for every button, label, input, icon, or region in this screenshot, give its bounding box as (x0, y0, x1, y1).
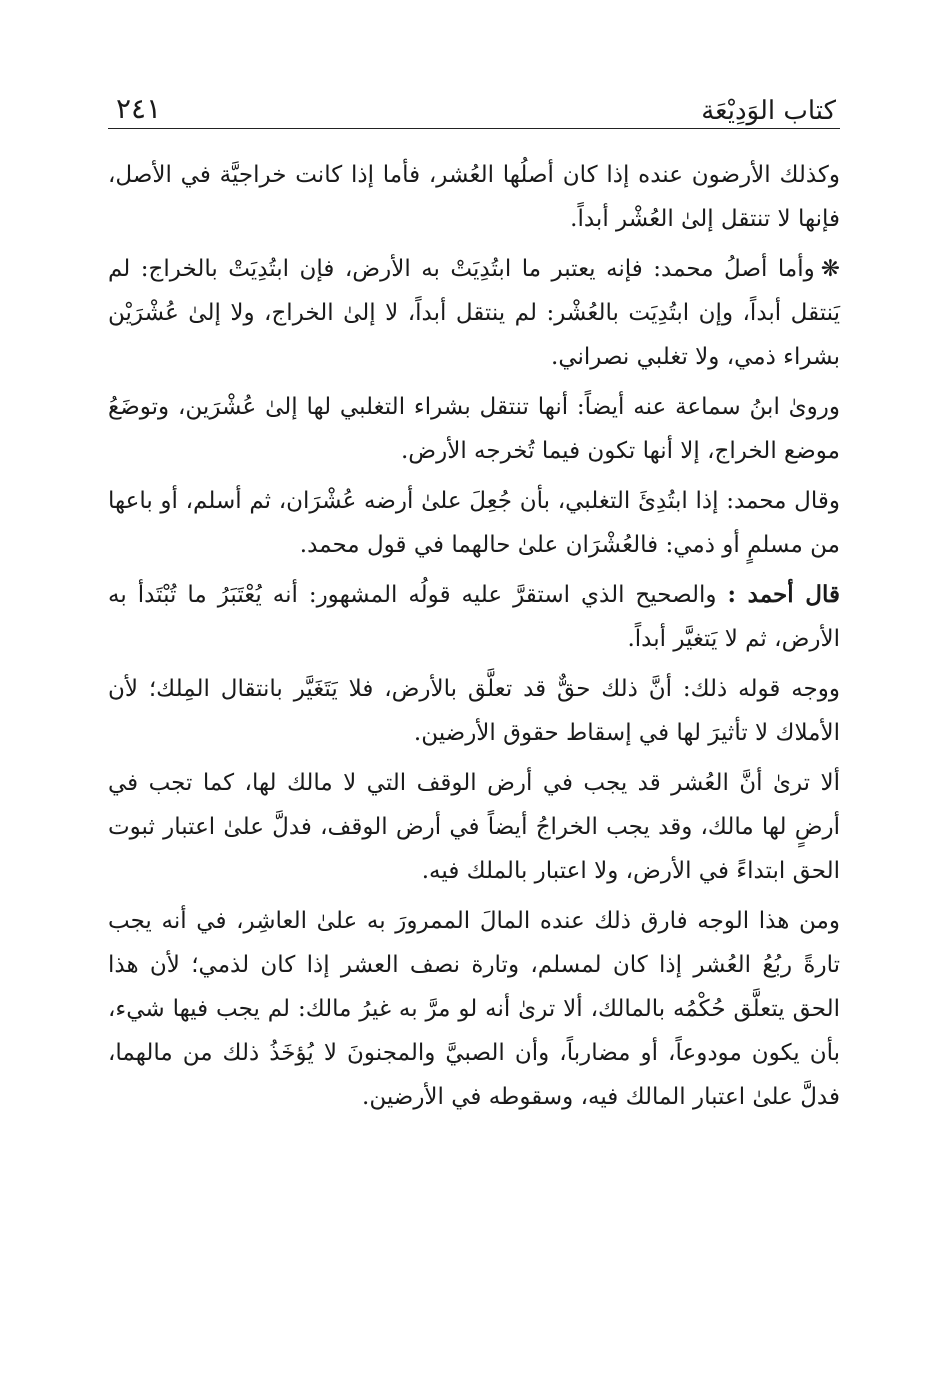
text-body (108, 153, 840, 1119)
paragraph-5-text: والصحيح الذي استقرَّ عليه قولُه المشهور: أنه يُعْتَبَرُ ما تُبْتَدأ به الأرض، ثم لا يَتغيَّر أبداً. (108, 582, 840, 652)
paragraph-1: وكذلك الأرضون عنده إذا كان أصلُها العُشر، فأما إذا كانت خراجيَّة في الأصل، فإنها لا تنتقل إلىٰ العُشْر أبداً. (108, 162, 840, 232)
paragraph-8: ومن هذا الوجه فارق ذلك عنده المالَ الممرورَ به علىٰ العاشِر، في أنه يجب تارةً ربُعُ العُشر إذا كان لمسلم، وتارة نصف العشر إذا كان لذمي؛ لأن هذا الحق يتعلَّق حُكْمُه بالمالك، ألا ترىٰ أنه لو مرَّ به غيرُ مالك: لم يجب فيها شيء، بأن يكون مودوعاً، أو مضارباً، وأن الصبيَّ والمجنونَ لا يُؤخَذُ ذلك من مالهما، فدلَّ علىٰ اعتبار المالك فيه، وسقوطه في الأرضين. (108, 908, 840, 1110)
speaker-label: قال أحمد : (727, 581, 841, 608)
paragraph-4: وقال محمد: إذا ابتُدِئَ التغلبي، بأن جُعِلَ علىٰ أرضه عُشْرَان، ثم أسلم، أو باعها من مسلمٍ أو ذمي: فالعُشْرَان علىٰ حالهما في قول محمد. (108, 488, 840, 558)
paragraph-3: ورویٰ ابنُ سماعة عنه أيضاً: أنها تنتقل بشراء التغلبي لها إلىٰ عُشْرَين، وتوضَعُ موضع الخراج، إلا أنها تكون فيما تُخرجه الأرض. (108, 394, 840, 464)
paragraph-5 (108, 573, 840, 661)
paragraph-2-text: وأما أصلُ محمد: فإنه يعتبر ما ابتُدِيَتْ به الأرض، فإن ابتُدِيَتْ بالخراج: لم يَنتقل أبداً، وإن ابتُدِيَت بالعُشْر: لم ينتقل أبداً، لا إلىٰ الخراج، ولا إلىٰ عُشْرَيْن بشراء ذمي، ولا تغلبي نصراني. (108, 256, 840, 370)
running-header (108, 88, 840, 129)
paragraph-7: ألا ترىٰ أنَّ العُشر قد يجب في أرض الوقف التي لا مالك لها، كما تجب في أرضٍ لها مالك، وقد يجب الخراجُ أيضاً في أرض الوقف، فدلَّ علىٰ اعتبار ثبوت الحق ابتداءً في الأرض، ولا اعتبار بالملك فيه. (108, 770, 840, 884)
document-page (108, 88, 840, 1125)
chapter-title: كتاب الوَدِيْعَة (701, 96, 836, 126)
page-number: ٢٤١ (116, 92, 162, 125)
star-marker-icon: ❋ (820, 256, 840, 282)
paragraph-6: ووجه قوله ذلك: أنَّ ذلك حقٌّ قد تعلَّق بالأرض، فلا يَتَغَيَّر بانتقال المِلك؛ لأن الأملاك لا تأثيرَ لها في إسقاط حقوق الأرضين. (108, 676, 840, 746)
paragraph-2 (108, 247, 840, 379)
